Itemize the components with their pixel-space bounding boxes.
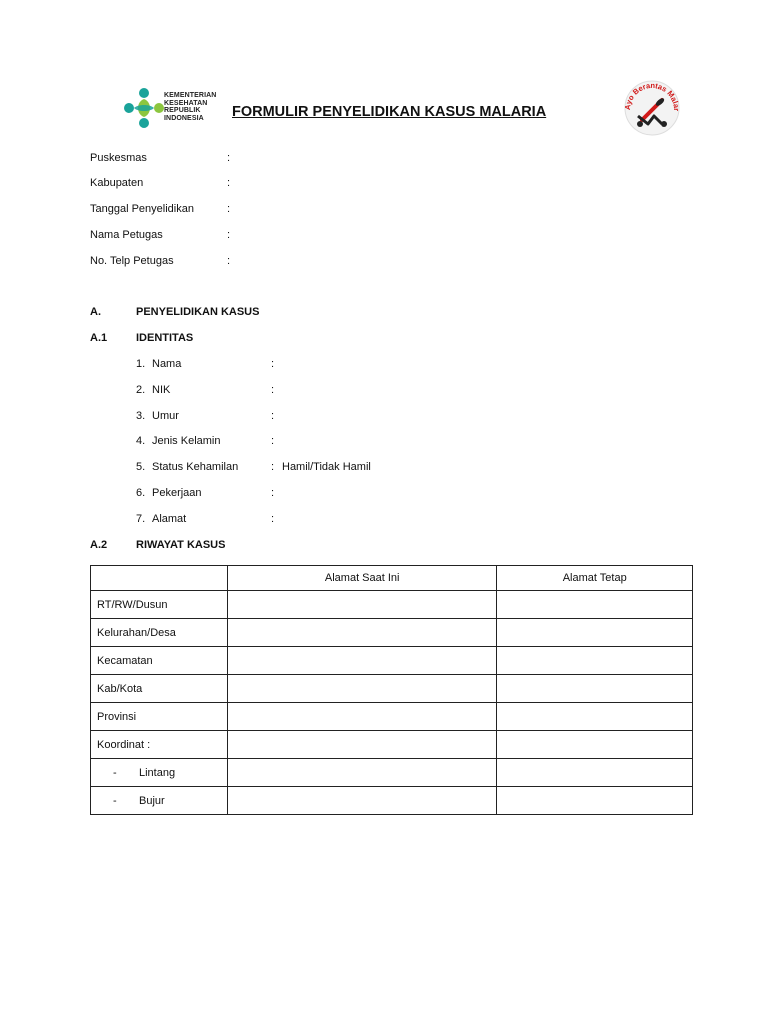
ministry-name [164,92,216,122]
alamat-saat-ini-cell[interactable] [227,787,497,815]
identitas-label-umur: Umur [152,410,179,422]
row-label-text: Bujur [139,794,165,807]
identitas-label-pekerjaan: Pekerjaan [152,487,202,499]
alamat-tetap-cell[interactable] [497,675,693,703]
alamat-saat-ini-cell[interactable] [227,675,497,703]
info-label-puskesmas: Puskesmas [90,152,147,164]
table-header-alamat-tetap: Alamat Tetap [497,566,693,591]
ministry-line: INDONESIA [164,114,204,122]
row-label: Provinsi [91,703,228,731]
identitas-num: 6. [136,487,146,499]
campaign-logo [618,76,684,136]
table-header-row [91,566,693,591]
section-a1-title: IDENTITAS [136,332,194,344]
identitas-label-nik: NIK [152,384,171,396]
alamat-tetap-cell[interactable] [497,787,693,815]
alamat-tetap-cell[interactable] [497,619,693,647]
table-header-cell [91,566,228,591]
row-label: Koordinat : [91,731,228,759]
alamat-saat-ini-cell[interactable] [227,703,497,731]
row-label [91,787,228,815]
identitas-colon: : [271,435,275,447]
alamat-tetap-cell[interactable] [497,591,693,619]
identitas-colon: : [271,513,275,525]
ministry-line: KESEHATAN [164,99,208,107]
identitas-label-status-kehamilan: Status Kehamilan [152,461,239,473]
ministry-logo-icon [122,86,166,130]
row-label: RT/RW/Dusun [91,591,228,619]
section-a-number: A. [90,306,101,318]
table-header-alamat-saat-ini: Alamat Saat Ini [227,566,497,591]
alamat-tetap-cell[interactable] [497,759,693,787]
alamat-saat-ini-cell[interactable] [227,591,497,619]
identitas-num: 2. [136,384,146,396]
identitas-num: 4. [136,435,146,447]
section-a-title: PENYELIDIKAN KASUS [136,306,260,318]
alamat-saat-ini-cell[interactable] [227,619,497,647]
table-row [91,787,693,815]
identitas-num: 1. [136,358,146,370]
info-label-tanggal: Tanggal Penyelidikan [90,203,194,215]
table-row [91,675,693,703]
info-colon: : [227,203,231,215]
row-label: Kecamatan [91,647,228,675]
section-a1-number: A.1 [90,332,108,344]
identitas-num: 5. [136,461,146,473]
info-colon: : [227,229,231,241]
section-a2-title: RIWAYAT KASUS [136,539,226,551]
info-label-telp: No. Telp Petugas [90,255,174,267]
table-row [91,731,693,759]
row-dash: - [113,766,117,779]
ministry-line: KEMENTERIAN [164,92,217,99]
ministry-line: REPUBLIK [164,107,201,114]
alamat-tetap-cell[interactable] [497,703,693,731]
alamat-saat-ini-cell[interactable] [227,731,497,759]
alamat-saat-ini-cell[interactable] [227,647,497,675]
identitas-label-alamat: Alamat [152,513,187,525]
info-label-nama-petugas: Nama Petugas [90,229,163,241]
status-kehamilan-value: Hamil/Tidak Hamil [282,461,371,473]
info-colon: : [227,152,231,164]
malaria-campaign-icon [618,76,684,136]
alamat-saat-ini-cell[interactable] [227,759,497,787]
info-colon: : [227,255,231,267]
row-label: Kab/Kota [91,675,228,703]
identitas-label-nama: Nama [152,358,182,370]
identitas-colon: : [271,384,275,396]
info-label-kabupaten: Kabupaten [90,177,144,189]
form-title: FORMULIR PENYELIDIKAN KASUS MALARIA [232,104,547,120]
info-colon: : [227,177,231,189]
table-row [91,759,693,787]
identitas-num: 7. [136,513,146,525]
table-row [91,647,693,675]
table-row [91,703,693,731]
table-row [91,591,693,619]
section-a2-number: A.2 [90,539,108,551]
identitas-colon: : [271,461,275,473]
identitas-label-jenis-kelamin: Jenis Kelamin [152,435,221,447]
campaign-logo-text: Ayo Berantas Malar [622,80,682,112]
row-label: Kelurahan/Desa [91,619,228,647]
identitas-colon: : [271,358,275,370]
row-label [91,759,228,787]
table-row [91,619,693,647]
row-label-text: Lintang [139,766,176,779]
identitas-colon: : [271,487,275,499]
alamat-tetap-cell[interactable] [497,647,693,675]
identitas-colon: : [271,410,275,422]
identitas-num: 3. [136,410,146,422]
alamat-tetap-cell[interactable] [497,731,693,759]
row-dash: - [113,794,117,807]
riwayat-kasus-table [90,565,693,815]
